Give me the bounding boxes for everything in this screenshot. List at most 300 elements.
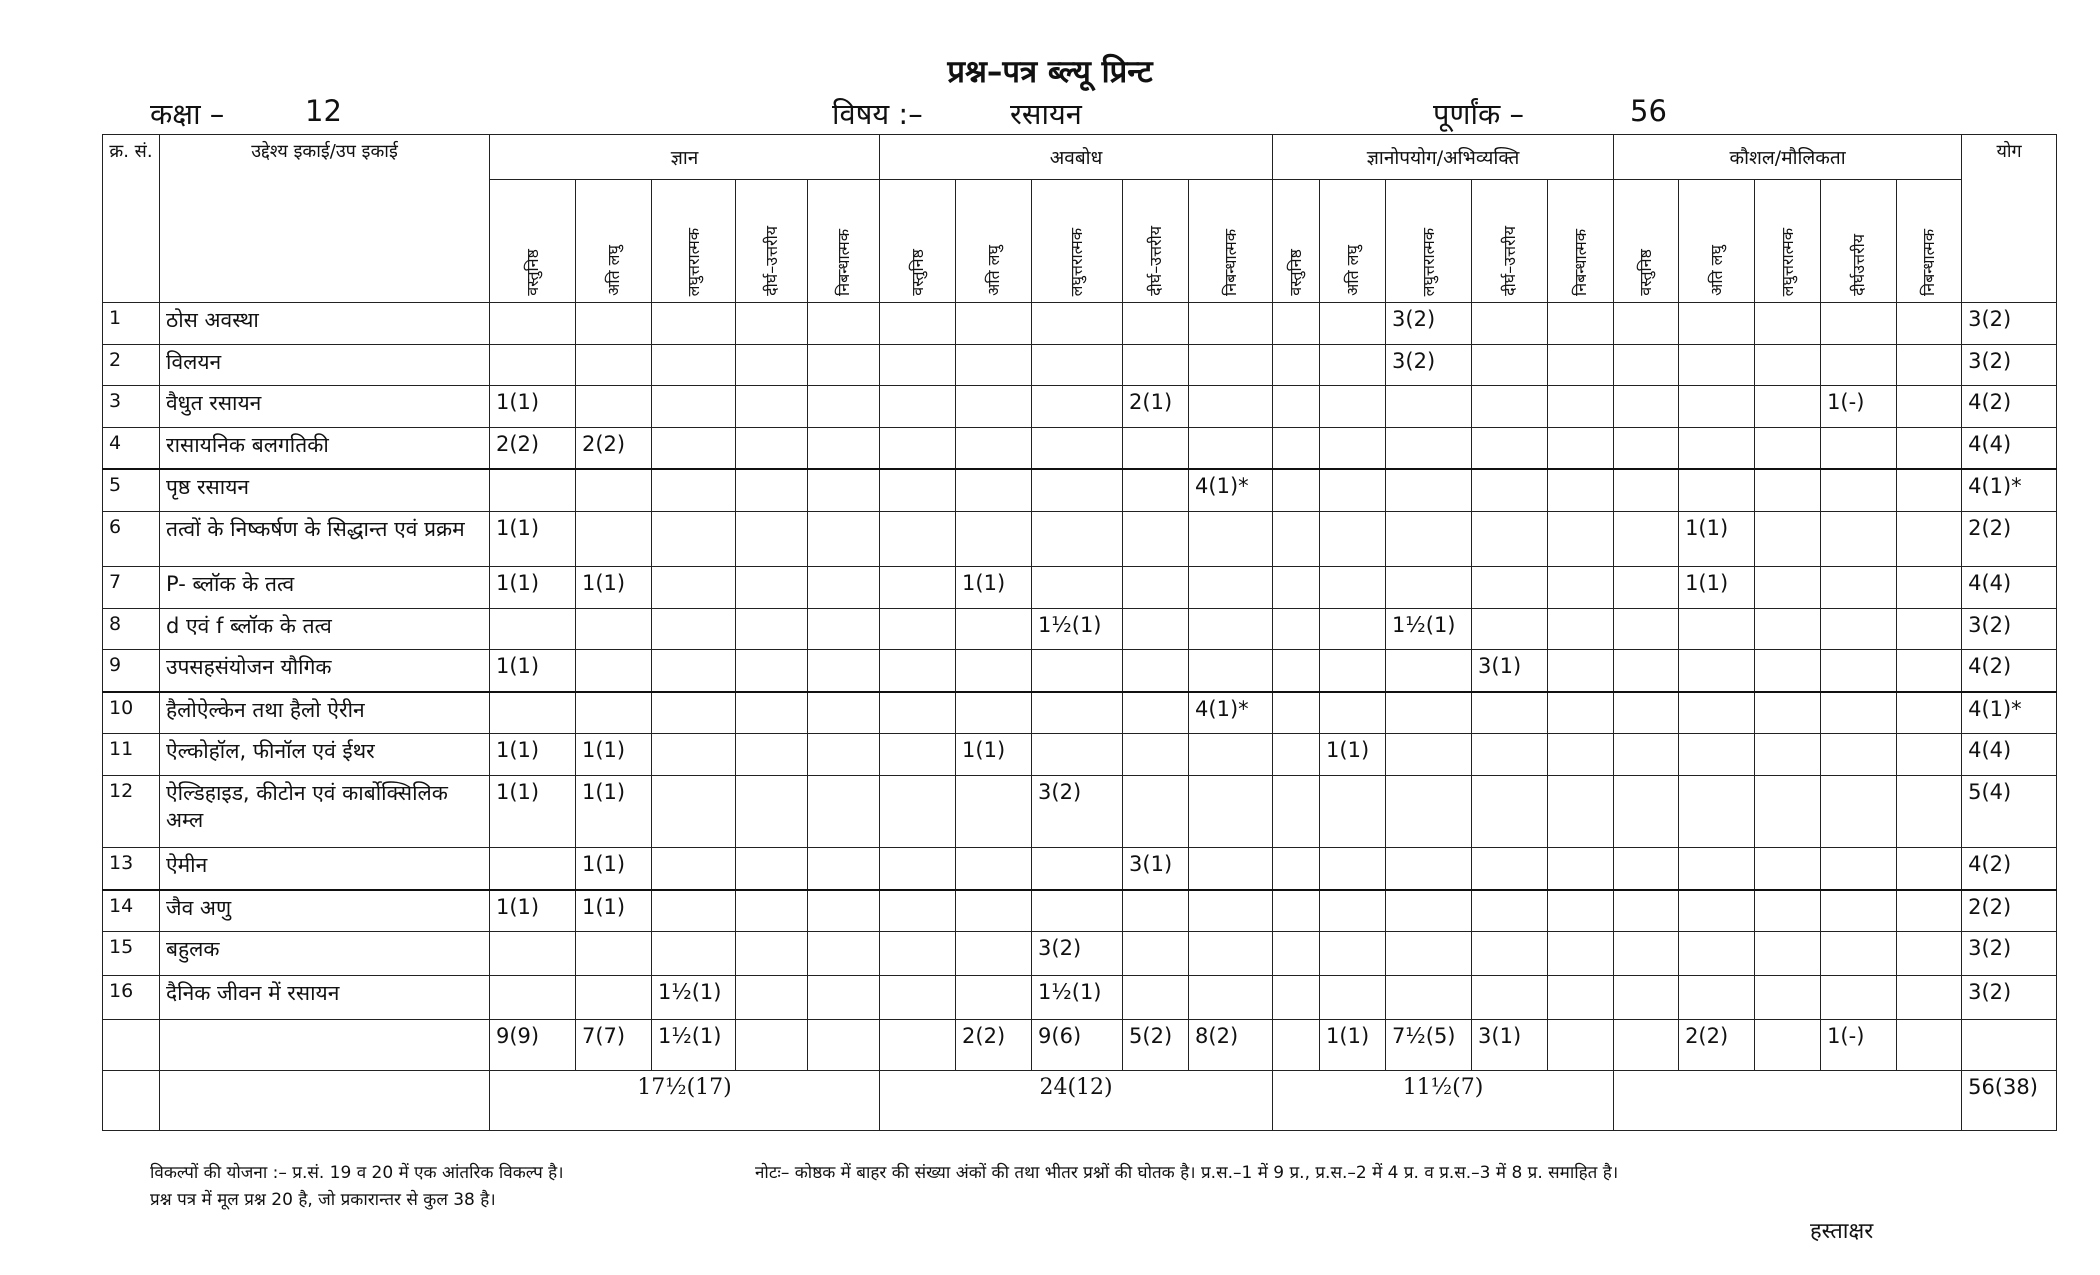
marks-cell bbox=[1897, 511, 1962, 566]
marks-cell: 1(1) bbox=[490, 386, 576, 428]
marks-cell bbox=[1821, 303, 1897, 345]
serial-number: 14 bbox=[103, 890, 160, 932]
marks-cell bbox=[1755, 734, 1821, 776]
marks-cell bbox=[1679, 608, 1755, 650]
marks-cell bbox=[1548, 775, 1614, 848]
marks-cell bbox=[736, 890, 808, 932]
marks-cell bbox=[1679, 976, 1755, 1020]
marks-cell bbox=[736, 344, 808, 386]
subheader-cell bbox=[956, 180, 1032, 303]
marks-cell bbox=[1897, 608, 1962, 650]
marks-cell bbox=[1386, 511, 1472, 566]
marks-cell bbox=[880, 567, 956, 609]
subheader-label: निबन्धात्मक bbox=[1570, 229, 1590, 296]
marks-cell bbox=[1897, 469, 1962, 511]
marks-cell bbox=[1897, 890, 1962, 932]
marks-cell bbox=[1755, 976, 1821, 1020]
marks-cell bbox=[1755, 692, 1821, 734]
marks-cell: 1½(1) bbox=[652, 976, 736, 1020]
marks-cell: 3(1) bbox=[1472, 650, 1548, 692]
marks-cell bbox=[1273, 890, 1320, 932]
marks-cell bbox=[1032, 567, 1123, 609]
marks-cell bbox=[1189, 775, 1273, 848]
marks-cell bbox=[1755, 303, 1821, 345]
marks-cell bbox=[1386, 734, 1472, 776]
row-total: 4(4) bbox=[1962, 567, 2057, 609]
total-header: योग bbox=[1962, 135, 2057, 303]
marks-cell bbox=[808, 775, 880, 848]
marks-cell bbox=[808, 734, 880, 776]
marks-cell bbox=[1755, 775, 1821, 848]
subheader-cell bbox=[652, 180, 736, 303]
marks-cell bbox=[1614, 511, 1679, 566]
subheader-cell bbox=[1755, 180, 1821, 303]
marks-cell bbox=[1679, 890, 1755, 932]
marks-cell bbox=[1897, 692, 1962, 734]
serial-number: 1 bbox=[103, 303, 160, 345]
marks-cell bbox=[1123, 567, 1189, 609]
marks-cell bbox=[880, 692, 956, 734]
group-header-understanding: अवबोध bbox=[880, 135, 1273, 180]
marks-cell bbox=[1189, 608, 1273, 650]
empty-cell bbox=[160, 1070, 490, 1130]
marks-cell bbox=[736, 734, 808, 776]
marks-cell bbox=[1472, 976, 1548, 1020]
marks-cell bbox=[1032, 427, 1123, 469]
marks-cell bbox=[1679, 344, 1755, 386]
serial-number: 10 bbox=[103, 692, 160, 734]
marks-cell bbox=[1614, 932, 1679, 976]
row-total: 3(2) bbox=[1962, 932, 2057, 976]
row-total: 3(2) bbox=[1962, 344, 2057, 386]
marks-cell bbox=[1189, 932, 1273, 976]
marks-cell bbox=[576, 976, 652, 1020]
marks-cell bbox=[1273, 976, 1320, 1020]
marks-cell bbox=[736, 386, 808, 428]
group-total-row bbox=[103, 1070, 2057, 1130]
subheader-label: दीर्घउत्तरीय bbox=[1848, 234, 1868, 296]
marks-cell bbox=[1548, 469, 1614, 511]
marks-cell bbox=[1032, 650, 1123, 692]
unit-name: तत्वों के निष्कर्षण के सिद्धान्त एवं प्रक्रम bbox=[160, 511, 490, 566]
bracket-note: नोटः– कोष्ठक में बाहर की संख्या अंकों की तथा भीतर प्रश्नों की घोतक है। प्र.स.–1 में 9 प्र., प्र.स.–2 में 4 प्र. व प्र.स.–3 में 8 प्र. समाहित है। bbox=[755, 1163, 1619, 1183]
table-row bbox=[103, 427, 2057, 469]
marks-cell bbox=[1386, 386, 1472, 428]
subheader-cell bbox=[1273, 180, 1320, 303]
marks-cell bbox=[1821, 511, 1897, 566]
marks-cell bbox=[1320, 932, 1386, 976]
marks-cell bbox=[1821, 692, 1897, 734]
marks-cell bbox=[1755, 848, 1821, 890]
unit-name: दैनिक जीवन में रसायन bbox=[160, 976, 490, 1020]
marks-cell bbox=[1032, 734, 1123, 776]
marks-cell bbox=[1679, 650, 1755, 692]
serial-number: 16 bbox=[103, 976, 160, 1020]
marks-cell bbox=[1386, 427, 1472, 469]
options-note-line-1: विकल्पों की योजना :– प्र.सं. 19 व 20 में एक आंतरिक विकल्प है। bbox=[150, 1163, 564, 1183]
marks-cell bbox=[880, 976, 956, 1020]
marks-cell bbox=[808, 608, 880, 650]
subtotal-cell: 7½(5) bbox=[1386, 1020, 1472, 1071]
subtotal-cell: 9(6) bbox=[1032, 1020, 1123, 1071]
marks-cell bbox=[1472, 775, 1548, 848]
marks-cell bbox=[1320, 303, 1386, 345]
marks-cell bbox=[576, 932, 652, 976]
subheader-cell bbox=[1123, 180, 1189, 303]
group-total: 17½(17) bbox=[490, 1070, 880, 1130]
marks-cell: 3(2) bbox=[1032, 775, 1123, 848]
marks-cell bbox=[1320, 511, 1386, 566]
marks-cell bbox=[1897, 344, 1962, 386]
marks-cell: 1½(1) bbox=[1032, 608, 1123, 650]
marks-cell bbox=[1472, 890, 1548, 932]
marks-cell bbox=[1821, 932, 1897, 976]
marks-cell bbox=[1548, 567, 1614, 609]
marks-cell bbox=[652, 848, 736, 890]
marks-cell bbox=[1614, 427, 1679, 469]
table-row bbox=[103, 344, 2057, 386]
subheader-cell bbox=[1189, 180, 1273, 303]
row-total: 5(4) bbox=[1962, 775, 2057, 848]
marks-cell: 1(1) bbox=[576, 775, 652, 848]
subtotal-cell bbox=[1897, 1020, 1962, 1071]
marks-cell: 3(2) bbox=[1386, 303, 1472, 345]
marks-cell bbox=[1548, 608, 1614, 650]
marks-cell bbox=[1679, 386, 1755, 428]
group-header-knowledge: ज्ञान bbox=[490, 135, 880, 180]
marks-cell bbox=[1755, 511, 1821, 566]
marks-cell bbox=[1273, 692, 1320, 734]
marks-cell bbox=[1386, 848, 1472, 890]
marks-cell bbox=[1821, 848, 1897, 890]
marks-cell bbox=[1123, 511, 1189, 566]
subject-label: विषय :– bbox=[832, 97, 923, 131]
marks-cell: 1(1) bbox=[576, 734, 652, 776]
subheader-label: दीर्घ–उत्तरीय bbox=[1145, 226, 1165, 296]
marks-cell bbox=[652, 932, 736, 976]
marks-cell bbox=[1548, 511, 1614, 566]
unit-name: बहुलक bbox=[160, 932, 490, 976]
marks-cell bbox=[1320, 344, 1386, 386]
marks-cell bbox=[1123, 427, 1189, 469]
subheader-cell bbox=[736, 180, 808, 303]
marks-cell: 1(1) bbox=[956, 567, 1032, 609]
marks-cell bbox=[736, 932, 808, 976]
subheader-label: अति लघु bbox=[1706, 245, 1726, 296]
marks-cell bbox=[1548, 734, 1614, 776]
marks-cell bbox=[736, 567, 808, 609]
marks-cell bbox=[1472, 848, 1548, 890]
group-total bbox=[1614, 1070, 1962, 1130]
marks-cell bbox=[490, 932, 576, 976]
marks-cell bbox=[1123, 976, 1189, 1020]
subheader-label: वस्तुनिष्ठ bbox=[1636, 249, 1656, 296]
marks-cell: 4(1)* bbox=[1189, 692, 1273, 734]
row-total: 4(2) bbox=[1962, 650, 2057, 692]
marks-cell bbox=[1548, 303, 1614, 345]
marks-cell bbox=[1679, 848, 1755, 890]
marks-cell: 1(1) bbox=[490, 734, 576, 776]
subtotal-cell: 2(2) bbox=[956, 1020, 1032, 1071]
marks-cell bbox=[1189, 890, 1273, 932]
marks-cell bbox=[652, 650, 736, 692]
serial-number: 6 bbox=[103, 511, 160, 566]
marks-cell bbox=[1273, 427, 1320, 469]
marks-cell bbox=[808, 303, 880, 345]
marks-cell bbox=[1614, 775, 1679, 848]
marks-cell bbox=[1679, 303, 1755, 345]
marks-cell bbox=[1548, 848, 1614, 890]
marks-cell: 4(1)* bbox=[1189, 469, 1273, 511]
row-total: 3(2) bbox=[1962, 608, 2057, 650]
serial-number: 4 bbox=[103, 427, 160, 469]
table-row bbox=[103, 386, 2057, 428]
marks-cell bbox=[956, 608, 1032, 650]
marks-cell bbox=[1472, 567, 1548, 609]
marks-cell bbox=[736, 511, 808, 566]
subheader-cell bbox=[808, 180, 880, 303]
subtotal-row bbox=[103, 1020, 2057, 1071]
marks-cell bbox=[576, 469, 652, 511]
marks-cell bbox=[652, 567, 736, 609]
subtotal-cell: 1(-) bbox=[1821, 1020, 1897, 1071]
marks-cell bbox=[1123, 775, 1189, 848]
marks-cell bbox=[1472, 386, 1548, 428]
marks-cell bbox=[1189, 734, 1273, 776]
marks-cell bbox=[1821, 775, 1897, 848]
marks-cell bbox=[1320, 567, 1386, 609]
marks-cell bbox=[1755, 608, 1821, 650]
marks-cell bbox=[1032, 692, 1123, 734]
marks-cell bbox=[880, 890, 956, 932]
marks-cell bbox=[1123, 734, 1189, 776]
marks-cell bbox=[1897, 303, 1962, 345]
marks-cell bbox=[652, 303, 736, 345]
marks-cell: 1(-) bbox=[1821, 386, 1897, 428]
empty-cell bbox=[160, 1020, 490, 1071]
marks-cell: 1(1) bbox=[490, 511, 576, 566]
marks-cell bbox=[652, 344, 736, 386]
marks-cell bbox=[808, 511, 880, 566]
marks-cell bbox=[808, 976, 880, 1020]
marks-cell bbox=[1548, 976, 1614, 1020]
class-value: 12 bbox=[305, 94, 342, 128]
marks-cell bbox=[808, 567, 880, 609]
marks-cell bbox=[880, 608, 956, 650]
row-total: 4(2) bbox=[1962, 848, 2057, 890]
marks-cell bbox=[576, 386, 652, 428]
marks-cell bbox=[880, 775, 956, 848]
marks-cell bbox=[1472, 344, 1548, 386]
marks-cell bbox=[1821, 427, 1897, 469]
marks-cell bbox=[880, 386, 956, 428]
marks-cell bbox=[1614, 567, 1679, 609]
marks-cell bbox=[1386, 469, 1472, 511]
marks-cell bbox=[1386, 932, 1472, 976]
row-total: 3(2) bbox=[1962, 303, 2057, 345]
marks-cell bbox=[652, 775, 736, 848]
table-row bbox=[103, 692, 2057, 734]
subheader-label: निबन्धात्मक bbox=[1919, 229, 1939, 296]
marks-cell bbox=[1189, 976, 1273, 1020]
options-note-line-2: प्रश्न पत्र में मूल प्रश्न 20 है, जो प्रकारान्तर से कुल 38 है। bbox=[150, 1190, 496, 1210]
marks-cell bbox=[1123, 303, 1189, 345]
subheader-label: दीर्घ–उत्तरीय bbox=[1499, 226, 1519, 296]
serial-number: 9 bbox=[103, 650, 160, 692]
subheader-cell bbox=[1679, 180, 1755, 303]
marks-cell bbox=[880, 650, 956, 692]
marks-cell bbox=[880, 932, 956, 976]
marks-cell bbox=[1821, 469, 1897, 511]
table-row bbox=[103, 608, 2057, 650]
serial-number: 12 bbox=[103, 775, 160, 848]
table-row bbox=[103, 303, 2057, 345]
marks-cell bbox=[1821, 650, 1897, 692]
marks-cell bbox=[956, 511, 1032, 566]
marks-cell bbox=[1679, 427, 1755, 469]
marks-cell bbox=[1189, 650, 1273, 692]
unit-name: d एवं f ब्लॉक के तत्व bbox=[160, 608, 490, 650]
marks-cell bbox=[1472, 608, 1548, 650]
subtotal-cell bbox=[1755, 1020, 1821, 1071]
marks-cell bbox=[1821, 890, 1897, 932]
marks-cell bbox=[490, 848, 576, 890]
marks-cell bbox=[880, 511, 956, 566]
marks-cell bbox=[490, 692, 576, 734]
unit-name: ऐल्डिहाइड, कीटोन एवं कार्बोक्सिलिक अम्ल bbox=[160, 775, 490, 848]
marks-cell bbox=[1897, 567, 1962, 609]
subtotal-cell: 8(2) bbox=[1189, 1020, 1273, 1071]
subheader-label: निबन्धात्मक bbox=[1220, 229, 1240, 296]
marks-cell bbox=[490, 344, 576, 386]
marks-cell bbox=[1679, 775, 1755, 848]
marks-cell bbox=[1189, 344, 1273, 386]
marks-cell bbox=[1548, 427, 1614, 469]
serial-number: 3 bbox=[103, 386, 160, 428]
subheader-label: निबन्धात्मक bbox=[833, 229, 853, 296]
marks-cell bbox=[1032, 303, 1123, 345]
marks-cell bbox=[652, 890, 736, 932]
subheader-label: लघुत्तरात्मक bbox=[1418, 227, 1438, 296]
marks-cell bbox=[956, 427, 1032, 469]
marks-cell bbox=[956, 775, 1032, 848]
marks-cell bbox=[880, 734, 956, 776]
marks-cell bbox=[808, 386, 880, 428]
unit-name: ठोस अवस्था bbox=[160, 303, 490, 345]
marks-cell bbox=[1123, 692, 1189, 734]
subheader-cell bbox=[1897, 180, 1962, 303]
marks-cell bbox=[808, 469, 880, 511]
table-row bbox=[103, 469, 2057, 511]
subheader-cell bbox=[1032, 180, 1123, 303]
marks-cell bbox=[1320, 890, 1386, 932]
marks-cell bbox=[808, 932, 880, 976]
marks-cell bbox=[1614, 734, 1679, 776]
marks-cell bbox=[1032, 848, 1123, 890]
blueprint-table bbox=[102, 134, 2057, 1131]
marks-cell bbox=[576, 650, 652, 692]
subheader-label: लघुत्तरात्मक bbox=[683, 227, 703, 296]
marks-cell bbox=[1614, 386, 1679, 428]
marks-cell bbox=[1755, 344, 1821, 386]
marks-cell bbox=[880, 427, 956, 469]
table-row bbox=[103, 848, 2057, 890]
marks-cell bbox=[1679, 734, 1755, 776]
marks-cell bbox=[880, 848, 956, 890]
marks-cell bbox=[1614, 608, 1679, 650]
unit-name: ऐमीन bbox=[160, 848, 490, 890]
subheader-label: वस्तुनिष्ठ bbox=[907, 249, 927, 296]
marks-cell: 2(2) bbox=[576, 427, 652, 469]
marks-cell bbox=[652, 469, 736, 511]
marks-cell: 3(1) bbox=[1123, 848, 1189, 890]
marks-cell bbox=[1032, 344, 1123, 386]
subheader-label: अति लघु bbox=[1342, 245, 1362, 296]
marks-cell bbox=[1614, 976, 1679, 1020]
marks-cell bbox=[1548, 386, 1614, 428]
marks-cell: 1(1) bbox=[576, 567, 652, 609]
serial-number: 7 bbox=[103, 567, 160, 609]
subtotal-cell bbox=[1614, 1020, 1679, 1071]
marks-cell bbox=[1472, 511, 1548, 566]
marks-cell bbox=[736, 469, 808, 511]
subheader-label: वस्तुनिष्ठ bbox=[1286, 249, 1306, 296]
marks-cell bbox=[1273, 386, 1320, 428]
subtotal-cell: 1(1) bbox=[1320, 1020, 1386, 1071]
marks-cell bbox=[1189, 511, 1273, 566]
grand-total: 56(38) bbox=[1962, 1070, 2057, 1130]
marks-cell bbox=[1123, 608, 1189, 650]
row-total: 4(1)* bbox=[1962, 692, 2057, 734]
subheader-cell bbox=[1472, 180, 1548, 303]
unit-name: वैधुत रसायन bbox=[160, 386, 490, 428]
marks-cell bbox=[1386, 567, 1472, 609]
table-row bbox=[103, 567, 2057, 609]
marks-cell bbox=[1897, 848, 1962, 890]
marks-cell bbox=[1123, 469, 1189, 511]
marks-cell bbox=[1548, 650, 1614, 692]
marks-cell bbox=[1386, 650, 1472, 692]
marks-cell bbox=[652, 511, 736, 566]
marks-cell bbox=[956, 344, 1032, 386]
marks-cell bbox=[1614, 650, 1679, 692]
marks-cell bbox=[576, 511, 652, 566]
marks-cell bbox=[1821, 567, 1897, 609]
marks-cell bbox=[1821, 344, 1897, 386]
marks-cell bbox=[1614, 692, 1679, 734]
marks-cell bbox=[1755, 386, 1821, 428]
serial-number: 2 bbox=[103, 344, 160, 386]
marks-cell bbox=[1755, 932, 1821, 976]
marks-cell bbox=[736, 775, 808, 848]
class-label: कक्षा – bbox=[150, 97, 225, 131]
marks-cell: 1(1) bbox=[490, 567, 576, 609]
marks-cell bbox=[1273, 469, 1320, 511]
marks-cell bbox=[1472, 734, 1548, 776]
marks-cell bbox=[1386, 976, 1472, 1020]
marks-cell bbox=[1897, 650, 1962, 692]
empty-cell bbox=[103, 1070, 160, 1130]
marks-cell bbox=[1897, 734, 1962, 776]
marks-cell bbox=[1032, 469, 1123, 511]
subheader-label: लघुत्तरात्मक bbox=[1067, 227, 1087, 296]
marks-cell bbox=[1755, 567, 1821, 609]
marks-cell bbox=[880, 344, 956, 386]
marks-cell bbox=[808, 692, 880, 734]
marks-cell bbox=[1032, 386, 1123, 428]
subheader-label: वस्तुनिष्ठ bbox=[522, 249, 542, 296]
marks-cell: 1½(1) bbox=[1032, 976, 1123, 1020]
